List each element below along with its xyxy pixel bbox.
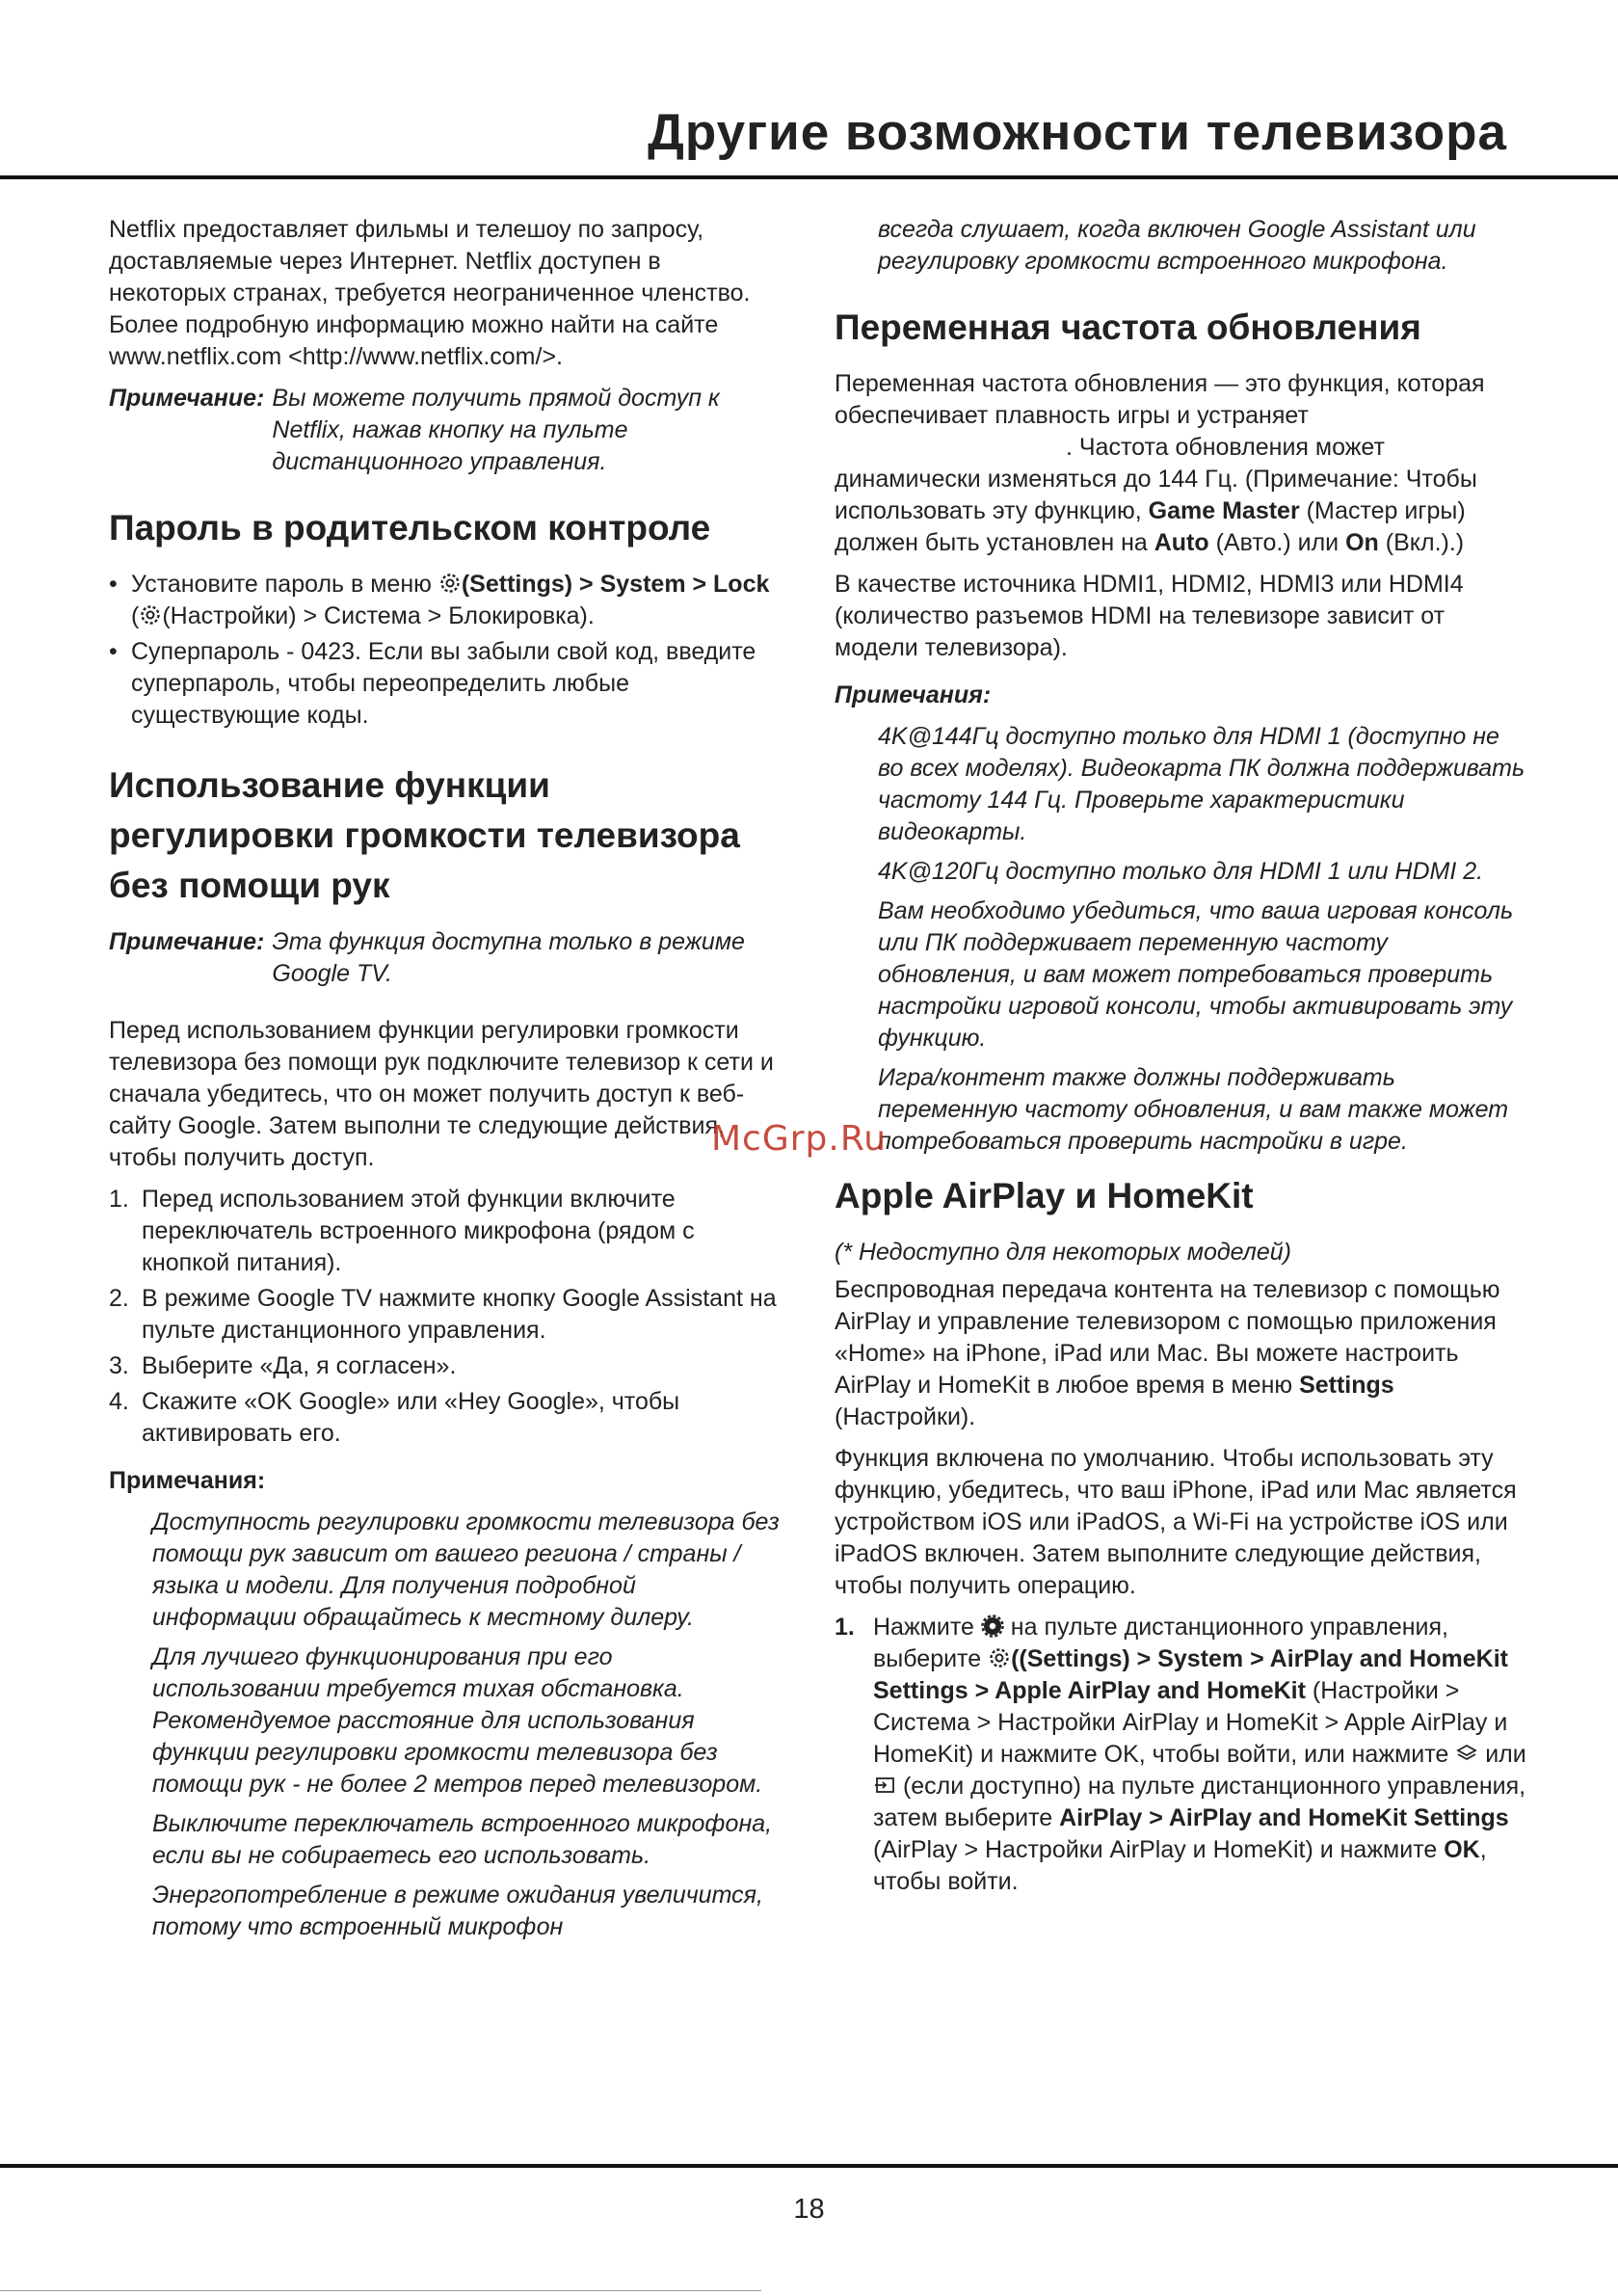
auto-label: Auto [1154, 529, 1209, 556]
step-text-part: (AirPlay > Настройки AirPlay и HomeKit) и нажмите [873, 1836, 1445, 1863]
footer-rule [0, 2164, 1618, 2168]
step-text-part: (Настройки > Система > Настройки AirPlay и HomeKit > Apple AirPlay и HomeKit) и нажмите OK, чтобы войти, или нажмите [873, 1677, 1508, 1768]
step-text-part: или [1478, 1741, 1526, 1768]
handsfree-note [109, 926, 783, 990]
step-number: 4. [109, 1388, 129, 1415]
handsfree-steps [109, 1184, 783, 1450]
ok-label: OK [1444, 1836, 1480, 1863]
parental-heading: Пароль в родительском контроле [109, 508, 711, 547]
step-number: 2. [109, 1285, 129, 1312]
menu-path: ((Settings) > System > AirPlay and HomeKit Settings > Apple AirPlay and HomeKit [873, 1645, 1508, 1704]
on-label: On [1345, 529, 1379, 556]
step-text-part: на пульте дистанционного управления, выберите [873, 1614, 1448, 1672]
edge-line [0, 2290, 761, 2291]
step-number: 3. [109, 1352, 129, 1379]
paragraph-text: (Вкл.).) [1378, 529, 1465, 556]
step-text: Выберите «Да, я согласен». [142, 1352, 457, 1379]
note-item: Доступность регулировки громкости телевизора без помощи рук зависит от вашего региона / страны / языка и модели. Для получения подробной информации обращайтесь к местному дилеру. [152, 1508, 780, 1631]
airplay-heading: Apple AirPlay и HomeKit [835, 1176, 1254, 1215]
vrr-paragraph [835, 368, 1528, 559]
bullet-text: (Настройки) > Система > Блокировка). [162, 602, 595, 629]
availability-note: (* Недоступно для некоторых моделей) [835, 1239, 1291, 1266]
note-item: Игра/контент также должны поддерживать переменную частоту обновления, и вам также может потребоваться проверить настройки в игре. [878, 1064, 1509, 1155]
note-label: Примечание: [109, 928, 265, 955]
paragraph-text: . Частота обновления может динамически изменяться до 144 Гц. (Примечание: Чтобы использовать эту функцию, [835, 434, 1477, 524]
note-item: Энергопотребление в режиме ожидания увеличится, потому что встроенный микрофон [152, 1882, 763, 1940]
note-text: Вы можете получить прямой доступ к Netflix, нажав кнопку на пульте дистанционного управления. [272, 385, 720, 475]
parental-list [109, 569, 783, 732]
step-text: В режиме Google TV нажмите кнопку Google Assistant на пульте дистанционного управления. [142, 1285, 777, 1344]
paragraph-text: (Мастер игры) должен быть установлен на [835, 497, 1466, 556]
header-rule [0, 175, 1618, 179]
input-source-icon [873, 1774, 896, 1797]
step-text-part: (если доступно) на пульте дистанционного управления, затем выберите [873, 1773, 1526, 1831]
list-item [109, 1184, 783, 1279]
step-text-part: Нажмите [873, 1614, 981, 1641]
settings-gear-icon [139, 603, 162, 627]
list-item: • Суперпароль - 0423. Если вы забыли свой код, введите суперпароль, чтобы переопределить любые существующие коды. [109, 636, 783, 732]
vrr-source-paragraph: В качестве источника HDMI1, HDMI2, HDMI3 или HDMI4 (количество разъемов HDMI на телевизоре зависит от модели телевизора). [835, 571, 1464, 661]
notes-heading: Примечания: [109, 1467, 266, 1494]
note-item: 4K@144Гц доступно только для HDMI 1 (доступно не во всех моделях). Видеокарта ПК должна поддерживать частоту 144 Гц. Проверьте характеристики видеокарты. [878, 723, 1525, 845]
step-text: Скажите «OK Google» или «Hey Google», чтобы активировать его. [142, 1388, 680, 1447]
airplay-paragraph-2: Функция включена по умолчанию. Чтобы использовать эту функцию, убедитесь, что ваш iPhone, iPad или Mac является устройством iOS или iPadOS, а Wi-Fi на устройстве iOS или iPadOS включен. Затем выполните следующие действия, чтобы получить операцию. [835, 1445, 1517, 1599]
page-number: 18 [793, 2194, 825, 2225]
step-text [873, 1612, 1528, 1898]
left-column [109, 214, 783, 1951]
step-text: Перед использованием этой функции включите переключатель встроенного микрофона (рядом с кнопкой питания). [142, 1186, 695, 1276]
list-item [109, 1386, 783, 1450]
list-item [109, 1283, 783, 1347]
settings-gear-icon [988, 1646, 1011, 1669]
list-item [109, 1350, 783, 1382]
list-item [109, 569, 783, 632]
page-title: Другие возможности телевизора [648, 104, 1507, 161]
list-item [835, 1612, 1528, 1898]
step-number: 1. [109, 1186, 129, 1213]
step-number: 1. [835, 1614, 855, 1641]
step-text-part: , чтобы войти. [873, 1836, 1487, 1895]
layers-icon [1455, 1742, 1478, 1765]
note-label: Примечание: [109, 385, 265, 412]
vrr-heading: Переменная частота обновления [835, 307, 1421, 347]
watermark: McGrp.Ru [711, 1119, 888, 1159]
paragraph-text: (Авто.) или [1208, 529, 1346, 556]
settings-label: Settings [1299, 1372, 1394, 1399]
game-master-label: Game Master [1148, 497, 1300, 524]
settings-gear-icon [438, 572, 462, 595]
bullet-text: ( [131, 602, 140, 629]
menu-path: (Settings) > System > Lock [461, 571, 770, 598]
airplay-steps [835, 1612, 1528, 1898]
paragraph-text: (Настройки). [835, 1403, 976, 1430]
note-item: 4K@120Гц доступно только для HDMI 1 или HDMI 2. [878, 858, 1484, 885]
menu-path: AirPlay > AirPlay and HomeKit Settings [1059, 1804, 1509, 1831]
note-item: Вам необходимо убедиться, что ваша игровая консоль или ПК поддерживает переменную частоту обновления, и вам может потребоваться проверить настройки игровой консоли, чтобы активировать эту функцию. [878, 897, 1514, 1052]
note-continuation: всегда слушает, когда включен Google Assistant или регулировку громкости встроенного микрофона. [878, 216, 1476, 275]
gear-icon [981, 1615, 1004, 1638]
airplay-paragraph [835, 1274, 1528, 1433]
note-item: Выключите переключатель встроенного микрофона, если вы не собираетесь его использовать. [152, 1810, 773, 1869]
netflix-intro: Netflix предоставляет фильмы и телешоу по запросу, доставляемые через Интернет. Netflix доступен в некоторых странах, требуется неограниченное членство. Более подробную информацию можно найти на сайте www.netflix.com <http://www.netflix.com/>. [109, 216, 751, 370]
bullet-text: Установите пароль в меню [131, 571, 438, 598]
handsfree-intro: Перед использованием функции регулировки громкости телевизора без помощи рук подключите телевизор к сети и сначала убедитесь, что он может получить доступ к веб-сайту Google. Затем выполни те следующие действия, чтобы получить доступ. [109, 1017, 774, 1171]
handsfree-heading: Использование функции регулировки громкости телевизора без помощи рук [109, 765, 740, 905]
paragraph-text: Беспроводная передача контента на телевизор с помощью AirPlay и управление телевизором с помощью приложения «Home» на iPhone, iPad или Mac. Вы можете настроить AirPlay и HomeKit в любое время в меню [835, 1276, 1500, 1399]
notes-heading: Примечания: [835, 681, 992, 708]
note-text: Эта функция доступна только в режиме Google TV. [272, 928, 745, 987]
paragraph-text: Переменная частота обновления — это функция, которая обеспечивает плавность игры и устраняет [835, 370, 1485, 429]
netflix-note [109, 383, 783, 478]
note-item: Для лучшего функционирования при его использовании требуется тихая обстановка. Рекомендуемое расстояние для использования функции регулировки громкости телевизора без помощи рук - не более 2 метров перед телевизором. [152, 1643, 763, 1798]
right-column [835, 214, 1528, 1908]
